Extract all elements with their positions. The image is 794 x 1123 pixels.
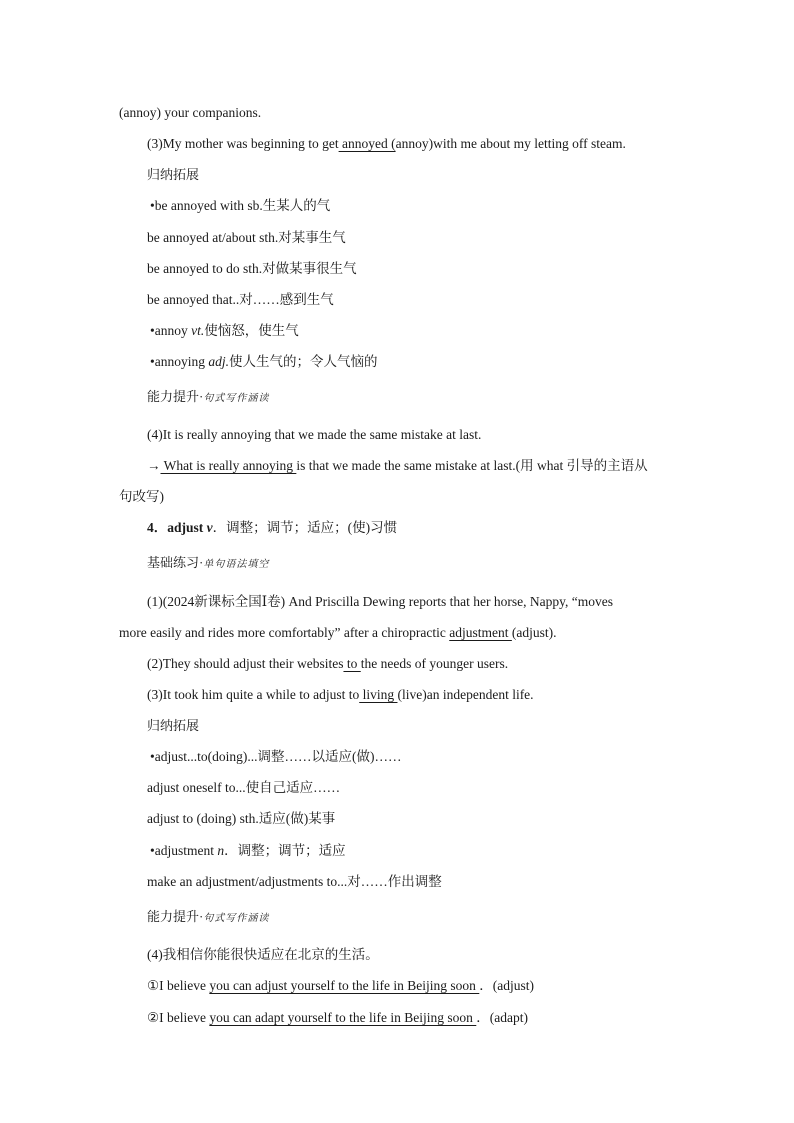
exercise-3-adjust [147, 685, 534, 705]
heading-sub: 单句语法填空 [203, 559, 270, 570]
text-segment: the needs of younger users. [360, 656, 509, 671]
text-segment: (3)It took him quite a while to adjust to [147, 687, 360, 702]
exercise-4-answer-1 [147, 976, 534, 996]
text-segment: ．调整；调节；适应；(使)习惯 [212, 520, 398, 535]
answer-blank: adjustment [449, 625, 512, 640]
text-segment: ．(adapt) [476, 1010, 529, 1025]
expansion-item [150, 841, 346, 861]
text-segment: ．(adjust) [479, 978, 535, 993]
text-segment: 使人生气的；令人气恼的 [229, 354, 378, 369]
text-line: 句改写) [119, 489, 164, 504]
text-segment: ②I believe [147, 1010, 210, 1025]
text-segment: (live)an independent life. [397, 687, 534, 702]
text-line: (annoy) your companions. [119, 105, 262, 120]
exercise-4-sentence: (4)It is really annoying that we made the same mistake at last. [147, 427, 482, 442]
text-segment: ①I believe [147, 978, 210, 993]
expansion-item [150, 321, 299, 341]
expansion-item: make an adjustment/adjustments to...对……作出调整 [147, 874, 442, 889]
text-segment: ．调整；调节；适应 [224, 843, 346, 858]
exercise-1-adjust-cont [119, 623, 556, 643]
text-segment: 使恼怒，使生气 [204, 323, 299, 338]
heading-main: 能力提升· [147, 389, 204, 404]
arrow-icon: → [147, 458, 161, 473]
text-segment: •annoy [150, 323, 192, 338]
text-segment: 4．adjust [147, 520, 207, 535]
heading-sub: 句式写作涵读 [203, 913, 270, 924]
answer-blank: to [343, 656, 361, 671]
text-segment: (adjust). [511, 625, 557, 640]
text-segment: is that we made the same mistake at last.(用 what 引导的主语从 [296, 458, 648, 473]
exercise-2-adjust [147, 654, 508, 674]
text-segment: (3)My mother was beginning to get [147, 136, 339, 151]
pos-label: n [217, 843, 225, 858]
heading-sub: 句式写作涵读 [203, 393, 270, 404]
pos-label: vt. [191, 323, 205, 338]
expansion-item: adjust oneself to...使自己适应…… [147, 780, 341, 795]
heading-main: 基础练习· [147, 555, 204, 570]
section-heading [147, 907, 269, 929]
expansion-item: be annoyed to do sth.对做某事很生气 [147, 261, 357, 276]
section-heading [147, 387, 269, 409]
expansion-item: adjust to (doing) sth.适应(做)某事 [147, 811, 336, 826]
pos-label: adj. [208, 354, 229, 369]
answer-blank: living [359, 687, 398, 702]
exercise-1-adjust: (1)(2024新课标全国Ⅰ卷) And Priscilla Dewing reports that her horse, Nappy, “moves [147, 594, 613, 609]
text-segment: annoy)with me about my letting off steam. [395, 136, 626, 151]
expansion-item: •be annoyed with sb.生某人的气 [150, 198, 331, 213]
section-heading: 归纳拓展 [147, 167, 200, 182]
exercise-4-prompt: (4)我相信你能很快适应在北京的生活。 [147, 947, 379, 962]
exercise-4-answer-2 [147, 1008, 528, 1028]
pos-label: v [206, 520, 213, 535]
text-segment: •adjustment [150, 843, 218, 858]
word-entry-adjust [147, 518, 397, 538]
section-heading: 归纳拓展 [147, 718, 200, 733]
text-segment: •annoying [150, 354, 209, 369]
heading-main: 能力提升· [147, 909, 204, 924]
exercise-3-annoy [147, 134, 626, 154]
text-segment: more easily and rides more comfortably” after a chiropractic [119, 625, 450, 640]
answer-blank: annoyed ( [338, 136, 396, 151]
expansion-item [150, 352, 378, 372]
exercise-4-rewrite [147, 456, 648, 476]
answer-blank: you can adapt yourself to the life in Beijing soon [209, 1010, 477, 1025]
answer-blank: What is really annoying [160, 458, 297, 473]
section-heading [147, 553, 269, 575]
expansion-item: be annoyed at/about sth.对某事生气 [147, 230, 346, 245]
expansion-item: be annoyed that..对……感到生气 [147, 292, 334, 307]
answer-blank: you can adjust yourself to the life in Beijing soon [209, 978, 480, 993]
expansion-item: •adjust...to(doing)...调整……以适应(做)…… [150, 749, 402, 764]
text-segment: (2)They should adjust their websites [147, 656, 344, 671]
